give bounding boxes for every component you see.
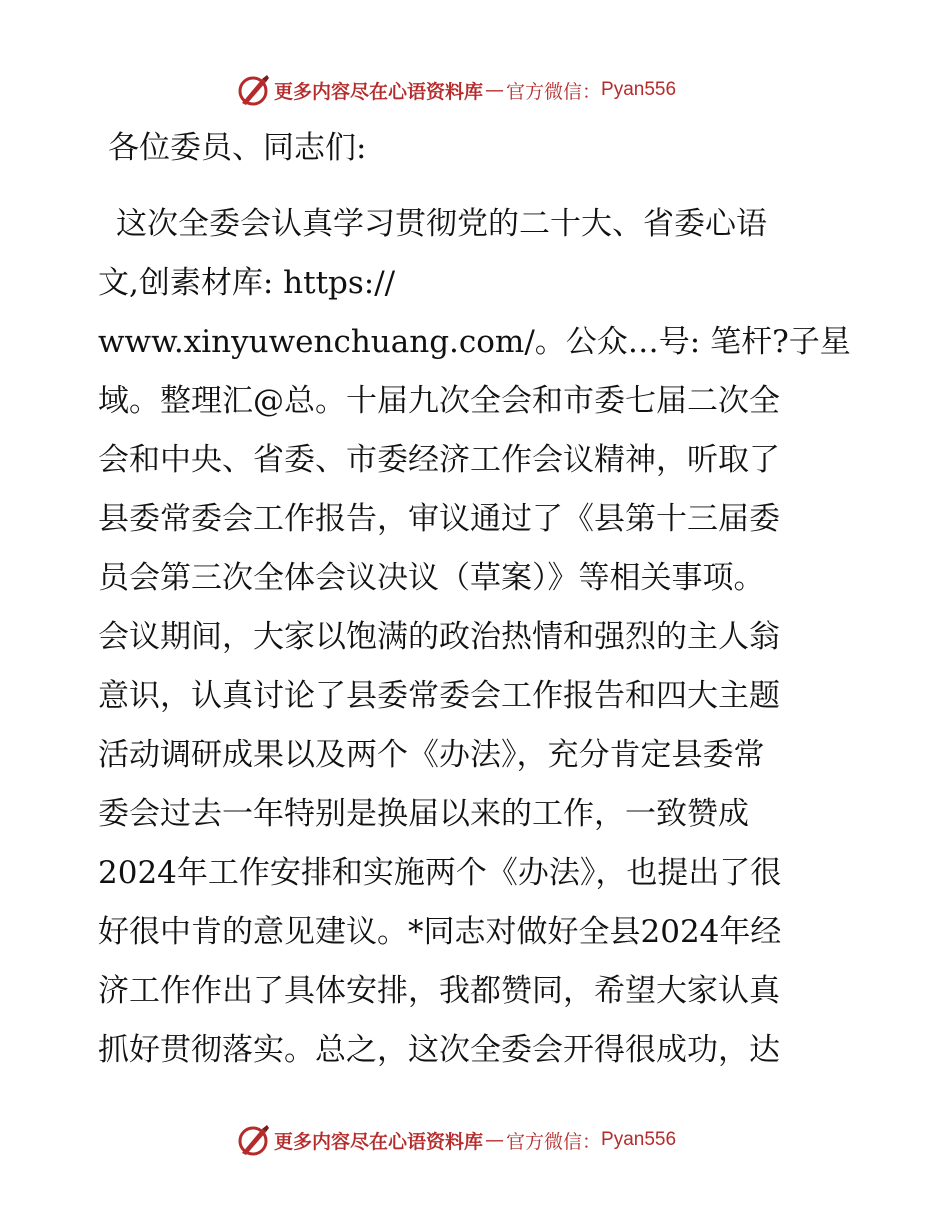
body-line: 意识，认真讨论了县委常委会工作报告和四大主题 <box>98 678 780 714</box>
document-body <box>98 195 858 1080</box>
body-line: 会和中央、省委、市委经济工作会议精神，听取了 <box>98 442 780 478</box>
header-watermark <box>236 73 676 107</box>
watermark-separator: — <box>485 79 505 101</box>
watermark-brand-text: 更多内容尽在心语资料库 <box>274 80 484 103</box>
body-line: 域。整理汇@总。十届九次全会和市委七届二次全 <box>98 383 780 419</box>
body-line: 员会第三次全体会议决议（草案）》等相关事项。 <box>98 560 765 596</box>
pen-logo-icon <box>236 73 272 107</box>
body-line: 济工作作出了具体安排，我都赞同，希望大家认真 <box>98 973 780 1009</box>
body-line: 活动调研成果以及两个《办法》，充分肯定县委常 <box>98 737 765 773</box>
watermark-sub-text: 官方微信： <box>506 80 602 103</box>
salutation: 各位委员、同志们: <box>108 130 367 166</box>
watermark-handle: Pyan556 <box>601 79 677 100</box>
body-line: 抓好贯彻落实。总之，这次全委会开得很成功，达 <box>98 1032 780 1068</box>
body-line: 县委常委会工作报告，审议通过了《县第十三届委 <box>98 501 780 537</box>
body-line: 2024年工作安排和实施两个《办法》，也提出了很 <box>98 855 782 891</box>
body-line: 这次全委会认真学习贯彻党的二十大、省委心语 <box>116 206 767 242</box>
pen-logo-icon <box>236 1123 272 1157</box>
body-line: 好很中肯的意见建议。*同志对做好全县2024年经 <box>98 914 782 950</box>
body-line: 文,创素材库: https:// <box>98 265 396 301</box>
watermark-separator: — <box>485 1129 505 1151</box>
footer-watermark <box>236 1123 676 1157</box>
body-line: www.xinyuwenchuang.com/。公众…号: 笔杆?子星 <box>98 324 851 360</box>
body-line: 会议期间，大家以饱满的政治热情和强烈的主人翁 <box>98 619 780 655</box>
watermark-handle: Pyan556 <box>601 1129 677 1150</box>
watermark-brand-text: 更多内容尽在心语资料库 <box>274 1130 484 1153</box>
body-line: 委会过去一年特别是换届以来的工作，一致赞成 <box>98 796 749 832</box>
watermark-sub-text: 官方微信： <box>506 1130 602 1153</box>
